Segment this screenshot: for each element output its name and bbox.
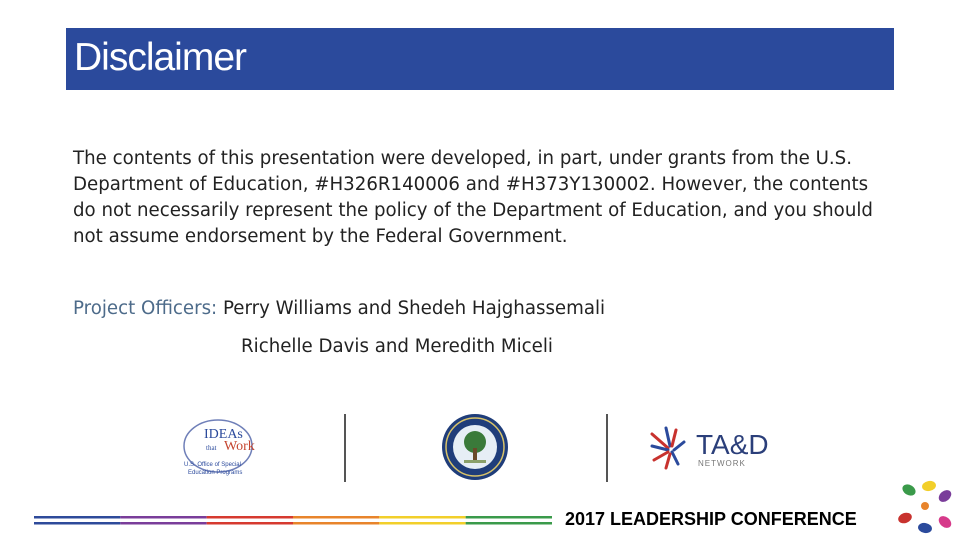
svg-text:U.S. Office of Special: U.S. Office of Special: [184, 462, 241, 468]
stripe-segment: [120, 522, 206, 525]
svg-text:IDEAs: IDEAs: [204, 427, 243, 442]
svg-text:TA&D: TA&D: [696, 429, 769, 460]
svg-text:NETWORK: NETWORK: [698, 459, 746, 468]
project-officers-line1: Perry Williams and Shedeh Hajghassemali: [222, 298, 606, 319]
stripe-segment: [293, 522, 379, 525]
stripe-segment: [120, 516, 206, 519]
project-officers-label: Project Officers:: [73, 298, 218, 319]
color-stripe-bars: [34, 513, 552, 527]
disclaimer-text: The contents of this presentation were developed, in part, under grants from the U.S. Department of Education, #H326R140006 and #H373Y130002. However, the contents do not necessarily represent the policy of the Department of Education, and you should not assume endorsement by the Federal Government.: [73, 148, 873, 247]
stripe-segment: [34, 516, 120, 519]
stripe-segment: [207, 522, 293, 525]
stripe-segment: [466, 522, 552, 525]
logo-divider: [606, 414, 608, 482]
slide-title: Disclaimer: [74, 36, 247, 79]
title-bar: [66, 28, 894, 90]
svg-text:Work: Work: [224, 439, 255, 454]
logo-row: [170, 410, 810, 490]
stripe-segment: [466, 516, 552, 519]
colorful-hands-icon: [895, 478, 955, 538]
ideas-that-work-logo: [180, 416, 270, 480]
svg-text:Education Programs: Education Programs: [188, 470, 243, 476]
project-officers: [73, 296, 606, 357]
department-of-education-seal: [440, 412, 510, 482]
stripe-segment: [293, 516, 379, 519]
svg-text:that: that: [206, 444, 217, 452]
logo-divider: [344, 414, 346, 482]
stripe-segment: [207, 516, 293, 519]
stripe-segment: [379, 522, 465, 525]
footer-conference-label: 2017 LEADERSHIP CONFERENCE: [565, 509, 857, 529]
stripe-segment: [34, 522, 120, 525]
tad-network-logo: [648, 424, 788, 474]
project-officers-line2: Richelle Davis and Meredith Miceli: [241, 336, 553, 357]
stripe-segment: [379, 516, 465, 519]
